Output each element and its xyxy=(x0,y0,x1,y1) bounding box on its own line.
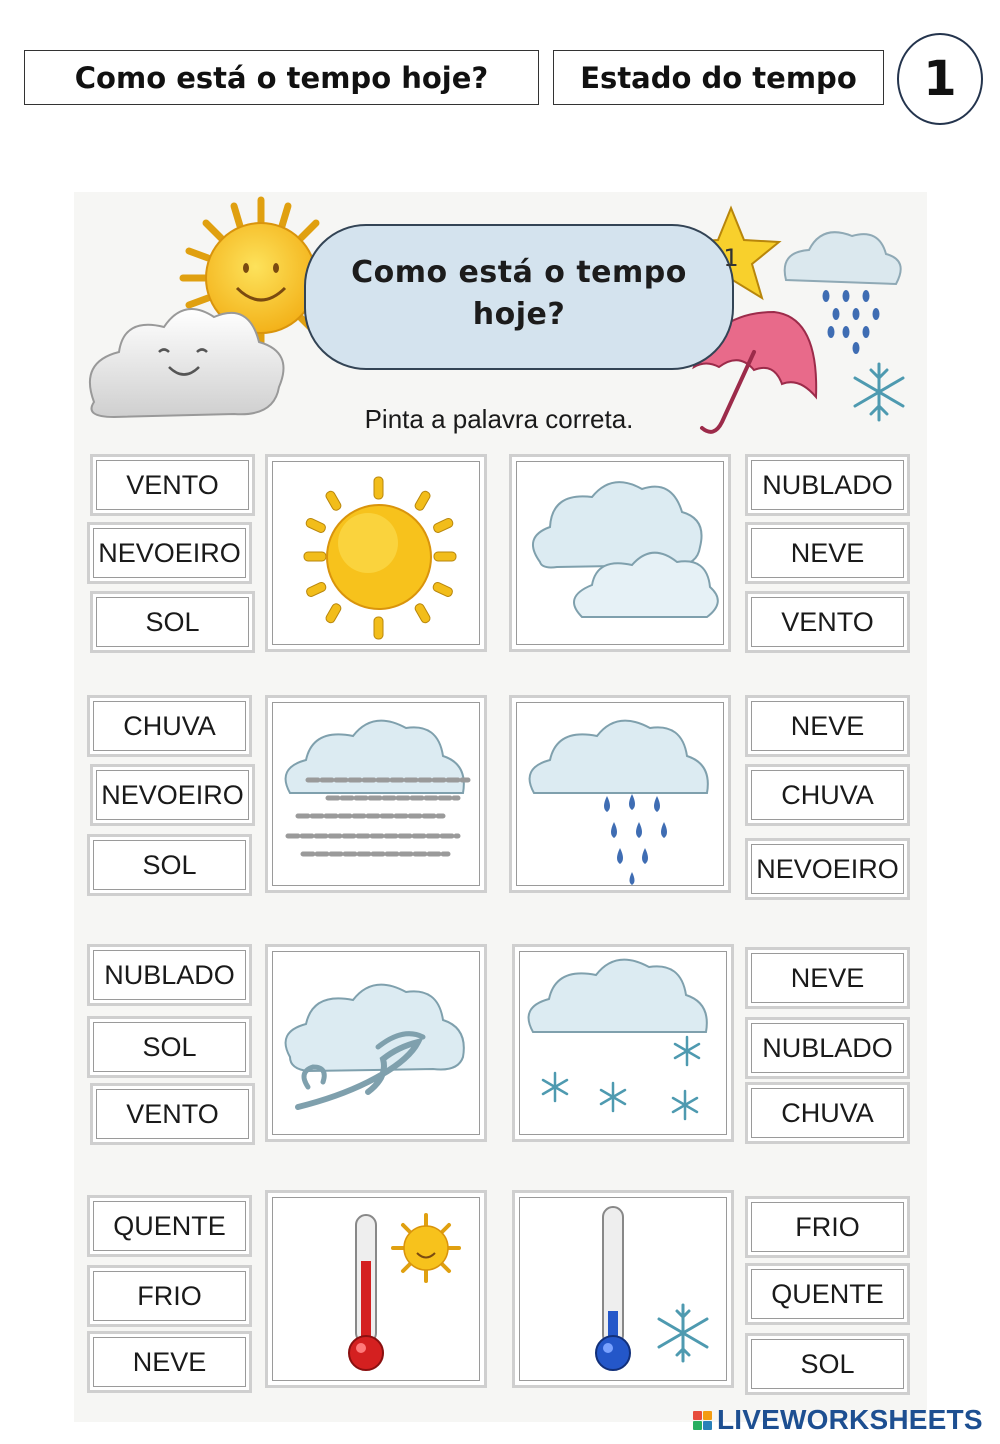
word-option[interactable]: NEVE xyxy=(745,522,910,584)
picture-box xyxy=(265,1190,487,1388)
snowflake-icon xyxy=(855,364,903,420)
watermark-text: LIVEWORKSHEETS xyxy=(717,1404,983,1435)
word-option[interactable]: NEVE xyxy=(745,947,910,1009)
word-option[interactable]: NEVOEIRO xyxy=(90,764,255,826)
word-option[interactable]: NUBLADO xyxy=(745,1017,910,1079)
picture-box xyxy=(512,1190,734,1388)
banner-title xyxy=(324,252,714,336)
star-number: 1 xyxy=(723,244,739,272)
small-sun-icon xyxy=(393,1215,459,1281)
liveworksheets-watermark xyxy=(693,1402,983,1438)
worksheet-sheet xyxy=(74,192,927,1422)
word-option[interactable]: FRIO xyxy=(87,1265,252,1327)
picture-box xyxy=(265,454,487,652)
word-option[interactable]: NUBLADO xyxy=(745,454,910,516)
worksheet-question-box xyxy=(24,50,539,105)
word-option[interactable]: SOL xyxy=(87,834,252,896)
picture-box xyxy=(509,454,731,652)
sun-icon xyxy=(268,457,490,655)
word-option[interactable]: VENTO xyxy=(745,591,910,653)
word-option[interactable]: FRIO xyxy=(745,1196,910,1258)
word-option[interactable]: QUENTE xyxy=(87,1195,252,1257)
picture-box xyxy=(509,695,731,893)
picture-box xyxy=(512,944,734,1142)
word-option[interactable]: NEVE xyxy=(745,695,910,757)
word-option[interactable]: CHUVA xyxy=(745,764,910,826)
picture-box xyxy=(265,944,487,1142)
worksheet-topic-box xyxy=(553,50,884,105)
rain-cloud-icon xyxy=(512,698,734,896)
snow-cloud-icon xyxy=(515,947,737,1145)
instruction-text: Pinta a palavra correta. xyxy=(364,404,634,434)
word-option[interactable]: QUENTE xyxy=(745,1263,910,1325)
banner-title-line-2: hoje? xyxy=(472,297,566,332)
word-option[interactable]: NEVOEIRO xyxy=(87,522,252,584)
banner-title-line-1: Como está o tempo xyxy=(351,255,687,290)
worksheet-number-badge xyxy=(897,33,983,125)
word-option[interactable]: VENTO xyxy=(90,454,255,516)
cold-thermometer-icon xyxy=(515,1193,737,1391)
word-option[interactable]: SOL xyxy=(745,1333,910,1395)
clouds-icon xyxy=(512,457,734,655)
word-option[interactable]: NEVOEIRO xyxy=(745,838,910,900)
fog-cloud-icon xyxy=(268,698,490,896)
word-option[interactable]: VENTO xyxy=(90,1083,255,1145)
worksheet-topic: Estado do tempo xyxy=(580,60,857,95)
word-option[interactable]: NUBLADO xyxy=(87,944,252,1006)
picture-box xyxy=(265,695,487,893)
word-option[interactable]: CHUVA xyxy=(87,695,252,757)
liveworksheets-logo-icon xyxy=(693,1411,712,1430)
worksheet-number: 1 xyxy=(923,51,957,107)
word-option[interactable]: SOL xyxy=(87,1016,252,1078)
word-option[interactable]: CHUVA xyxy=(745,1082,910,1144)
hot-thermometer-icon xyxy=(268,1193,490,1391)
word-option[interactable]: NEVE xyxy=(87,1331,252,1393)
worksheet-question: Como está o tempo hoje? xyxy=(74,60,489,95)
wind-cloud-icon xyxy=(268,947,490,1145)
word-option[interactable]: SOL xyxy=(90,591,255,653)
